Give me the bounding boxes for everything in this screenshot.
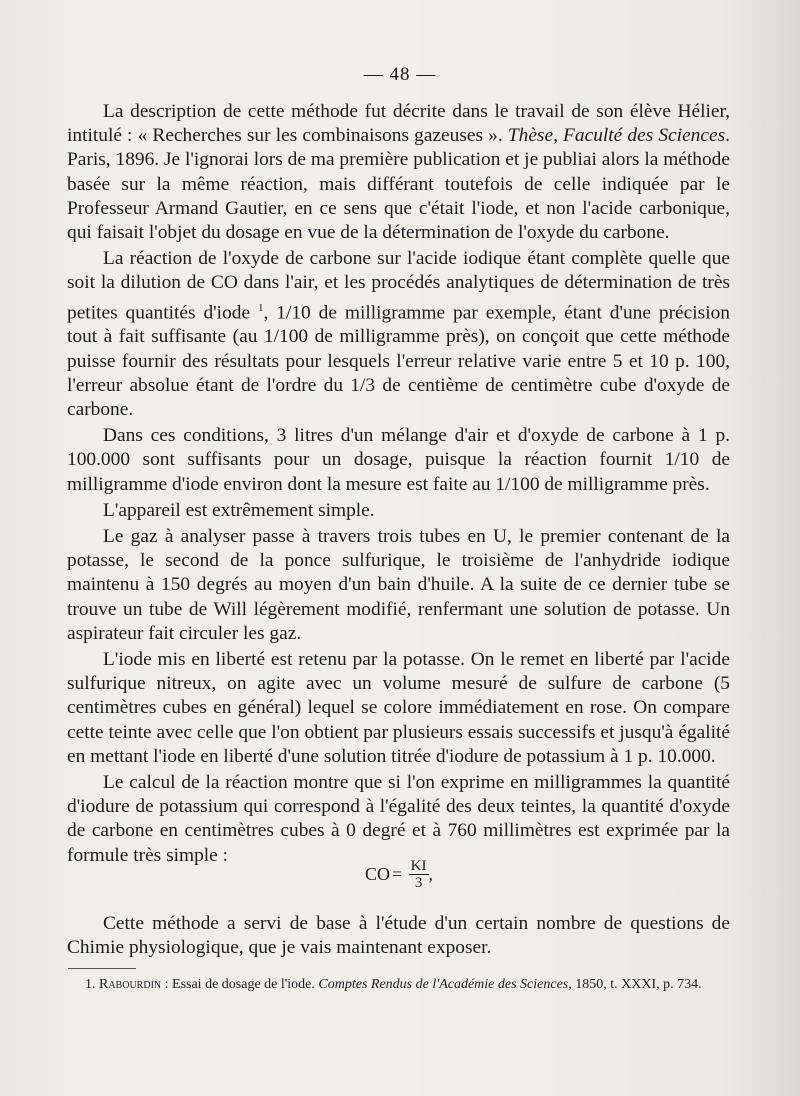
paragraph-text: Le gaz à analyser passe à travers trois tubes en U, le premier contenant de la potasse, le second de la ponce sulfurique, le troisième de l'anhydride iodique maintenu à 150 degrés au moyen d'un bain d'huile. A la suite de ce dernier tube se trouve un tube de Will légèrement modifié, renfermant une solution de potasse. Un aspirateur fait circuler les gaz.	[67, 525, 730, 644]
formula-fraction	[409, 858, 429, 891]
footnote-marker: 1	[258, 301, 264, 314]
formula	[0, 858, 800, 891]
paragraph	[67, 424, 730, 497]
paragraph	[67, 771, 730, 868]
formula-lhs: CO	[365, 864, 391, 884]
footnote-author: Rabourdin	[99, 977, 162, 992]
paragraph	[67, 525, 730, 646]
paragraph-text: Thèse, Faculté des Sciences	[507, 125, 726, 147]
footnote-number: 1.	[85, 977, 96, 992]
paragraph-text: Dans ces conditions, 3 litres d'un mélange d'air et d'oxyde de carbone à 1 p. 100.000 sont suffisants pour un dosage, puisque la réaction fournit 1/10 de milligramme d'iode environ dont la mesure est faite au 1/100 de milligramme près.	[67, 425, 730, 495]
paragraph-text: L'appareil est extrêmement simple.	[103, 499, 375, 521]
body-text	[67, 100, 730, 870]
paragraph-text: . Paris, 1896. Je l'ignorai lors de ma première publication et je publiai alors la méthode basée sur la même réaction, mais différant toutefois de celle indiquée par le Professeur Armand Gautier, en ce sens que c'était l'iode, et non l'acide carbonique, qui faisait l'objet du dosage en vue de la détermination de l'oxyde du carbone.	[67, 125, 730, 244]
paragraph	[67, 100, 730, 245]
footnote-journal: Comptes Rendus de l'Académie des Sciences	[318, 977, 569, 992]
paragraph-text: L'iode mis en liberté est retenu par la potasse. On le remet en liberté par l'acide sulfurique nitreux, on agite avec un volume mesuré de sulfure de carbone (5 centimètres cubes en général) lequel se colore immédiatement en rose. On compare cette teinte avec celle que l'on obtient par plusieurs essais successifs et jusqu'à égalité en mettant l'iode en liberté d'une solution titrée d'iodure de potassium à 1 p. 10.000.	[67, 648, 730, 767]
paragraph-text: La description de cette méthode fut décrite dans le travail de son élève Hélier, intitulé : « Recherches sur les combinaisons gazeuses ».	[67, 101, 730, 147]
footnote-rule	[68, 968, 136, 969]
formula-numerator: KI	[410, 858, 427, 874]
footnote	[67, 975, 730, 994]
paragraph-text: La réaction de l'oxyde de carbone sur l'acide iodique étant complète quelle que soit la dilution de CO dans l'air, et les procédés analytiques de détermination de très petites quantités d'iode	[67, 248, 730, 324]
formula-trailing: ,	[428, 864, 433, 884]
paragraph-text: Le calcul de la réaction montre que si l'on exprime en milligrammes la quantité d'iodure de potassium qui correspond à l'égalité des deux teintes, la quantité d'oxyde de carbone en centimètres cubes à 0 degré et à 760 millimètres est exprimée par la formule très simple :	[67, 771, 730, 866]
footnote-title: Essai de dosage de l'iode.	[172, 977, 319, 992]
footnote-ref: , 1850, t. XXXI, p. 734.	[568, 977, 702, 992]
paragraph	[67, 499, 730, 523]
formula-denominator: 3	[414, 875, 423, 891]
page-number: — 48 —	[363, 64, 437, 85]
paragraph-conclusion: Cette méthode a servi de base à l'étude d'un certain nombre de questions de Chimie physiologique, que je vais maintenant exposer.	[67, 913, 730, 959]
paragraph	[67, 247, 730, 422]
paragraph	[67, 648, 730, 769]
formula-equals: =	[392, 864, 403, 884]
paragraph-text: , 1/10 de milligramme par exemple, étant d'une précision tout à fait suffisante (au 1/100 de milligramme près), on conçoit que cette méthode puisse fournir des résultats pour lesquels l'erreur relative varie entre 5 et 10 p. 100, l'erreur absolue étant de l'ordre du 1/3 de centième de centimètre cube d'oxyde de carbone.	[67, 302, 730, 420]
footnote-separator: :	[161, 977, 173, 992]
